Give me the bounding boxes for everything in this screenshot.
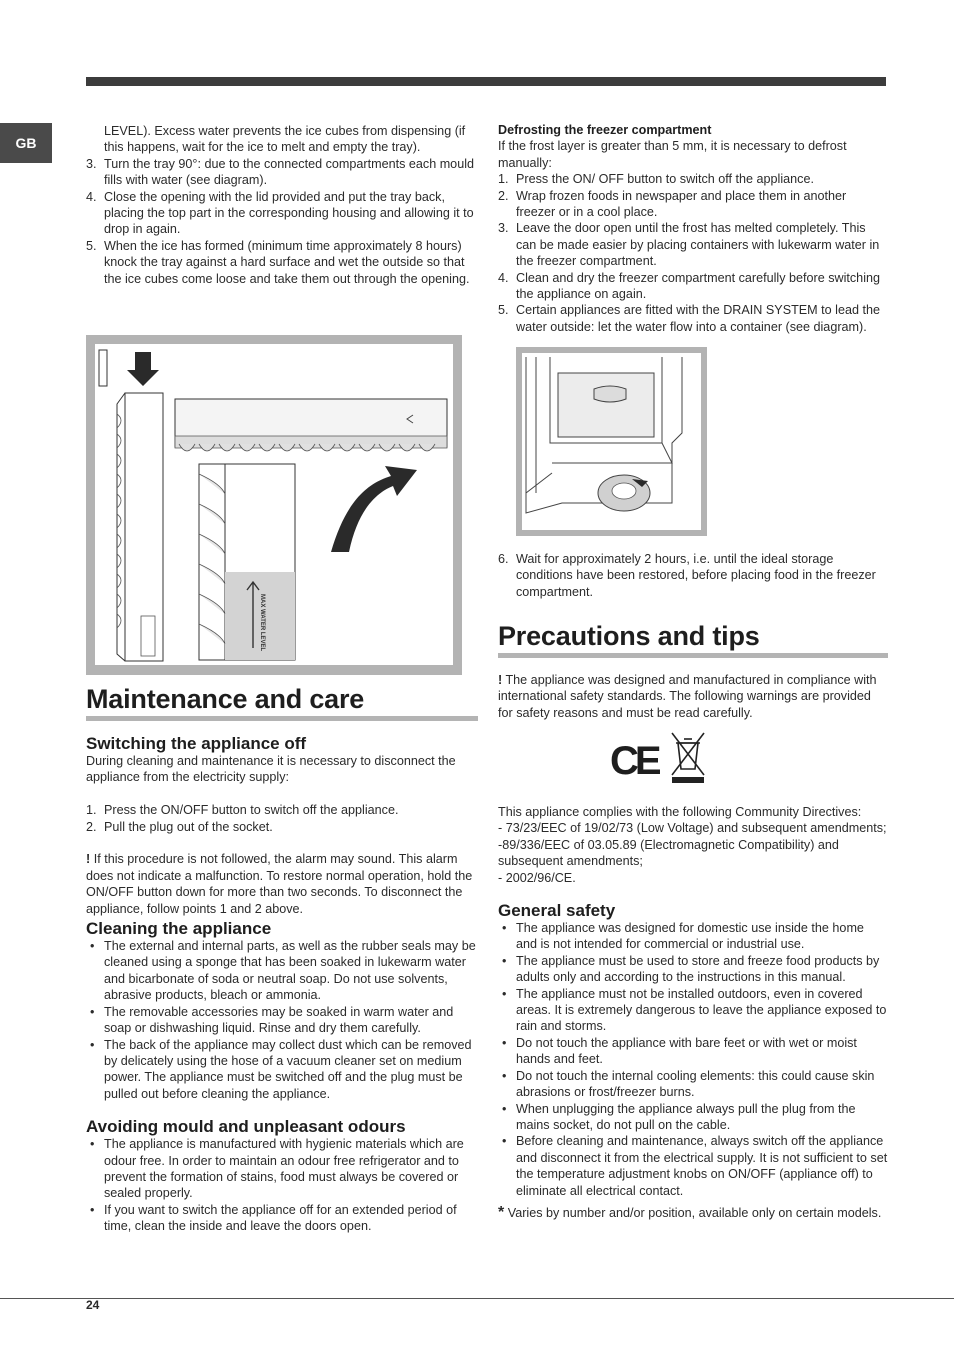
list-item: 1. Press the ON/OFF button to switch off the appliance. xyxy=(86,803,399,818)
directives-block xyxy=(498,804,888,1221)
list-item: • Do not touch the appliance with bare feet or with wet or moist hands and feet. xyxy=(516,1035,888,1068)
directive-line: This appliance complies with the following Community Directives: xyxy=(498,805,862,819)
defrost-intro: If the frost layer is greater than 5 mm, it is necessary to defrost manually: xyxy=(498,139,847,170)
directive-line: - 73/23/EEC of 19/02/73 (Low Voltage) and subsequent amendments; xyxy=(498,821,887,836)
list-item: 6. Wait for approximately 2 hours, i.e. until the ideal storage conditions have been restored, before placing food in the freezer compartment. xyxy=(498,552,876,599)
ce-mark: CE xyxy=(610,739,658,783)
header-bar xyxy=(86,77,886,86)
list-item: 4. Close the opening with the lid provided and put the tray back, placing the top part in the corresponding housing and allowing it to drop in again. xyxy=(86,189,474,237)
list-item: • The appliance was designed for domestic use inside the home and is not intended for commercial or industrial use. xyxy=(516,920,888,953)
switching-off-warning: ! If this procedure is not followed, the alarm may sound. This alarm does not indicate a malfunction. To restore normal operation, hold the ON/OFF button down for more than two seconds. To disconnect the appliance, follow points 1 and 2 above. xyxy=(86,852,473,916)
switching-off-heading: Switching the appliance off xyxy=(86,734,307,753)
list-item: 2. Pull the plug out of the socket. xyxy=(86,819,273,834)
list-item: 2. Wrap frozen foods in newspaper and place them in another freezer or in a cool place. xyxy=(498,188,847,220)
compliance-marks xyxy=(610,731,710,785)
weee-bin-icon xyxy=(668,731,708,785)
list-item: • If you want to switch the appliance off for an extended period of time, clean the inside and leave the doors open. xyxy=(104,1202,478,1235)
footnote: * Varies by number and/or position, available only on certain models. xyxy=(498,1203,882,1221)
maintenance-title: Maintenance and care xyxy=(86,683,478,721)
defrost-section xyxy=(498,122,888,335)
list-item: 5. When the ice has formed (minimum time approximately 8 hours) knock the tray against a hard surface and wet the outside so that the ice cubes come loose and take them out through the opening. xyxy=(86,238,470,286)
max-water-level-label: MAX WATER LEVEL xyxy=(259,594,265,652)
list-item: • The external and internal parts, as well as the rubber seals may be cleaned using a sponge that has been soaked in lukewarm water and bicarbonate of soda or neutral soap. Do not use solvents, abrasive products, bleach or ammonia. xyxy=(104,938,478,1004)
list-item: • The back of the appliance may collect dust which can be removed by delicately using the hose of a vacuum cleaner set on medium power. The appliance must be switched off and the plug must be pulled out before cleaning the appliance. xyxy=(104,1037,478,1103)
list-item: • The appliance must not be installed outdoors, even in covered areas. It is extremely dangerous to leave the appliance exposed to rain and storms. xyxy=(516,986,888,1035)
ice-tray-illustration xyxy=(95,344,453,665)
curved-arrow-icon xyxy=(331,466,417,552)
down-arrow-icon xyxy=(127,352,159,386)
drain-system-diagram xyxy=(516,347,707,536)
list-item: • The removable accessories may be soaked in warm water and soap or dishwashing liquid. Rinse and dry them carefully. xyxy=(104,1004,478,1037)
maintenance-section xyxy=(86,683,478,1235)
list-item: 3. Leave the door open until the frost has melted completely. This can be made easier by placing containers with lukewarm water in the freezer compartment. xyxy=(498,221,880,269)
list-item: • Before cleaning and maintenance, always switch off the appliance and disconnect it from the electrical supply. It is not sufficient to set the temperature adjustment knobs on ON/OFF (appliance off) to eliminate all electrical contact. xyxy=(516,1133,888,1199)
list-item: 3. Turn the tray 90°: due to the connected compartments each mould fills with water (see diagram). xyxy=(86,156,474,188)
list-item: • When unplugging the appliance always pull the plug from the mains socket, do not pull on the cable. xyxy=(516,1101,888,1134)
switching-off-intro: During cleaning and maintenance it is necessary to disconnect the appliance from the electricity supply: xyxy=(86,754,456,785)
precautions-section xyxy=(498,620,888,721)
ice-tray-diagram xyxy=(86,335,462,675)
list-item: 5. Certain appliances are fitted with the DRAIN SYSTEM to lead the water outside: let the water flow into a container (see diagram). xyxy=(498,303,880,334)
directive-line: -89/336/EEC of 03.05.89 (Electromagnetic Compatibility) and subsequent amendments; xyxy=(498,837,839,869)
precautions-title: Precautions and tips xyxy=(498,620,888,658)
defrost-heading: Defrosting the freezer compartment xyxy=(498,123,712,137)
list-item: 1. Press the ON/ OFF button to switch off the appliance. xyxy=(498,172,814,187)
general-safety-heading: General safety xyxy=(498,901,616,921)
drain-system-illustration xyxy=(522,353,701,530)
list-item: 4. Clean and dry the freezer compartment carefully before switching the appliance on again. xyxy=(498,270,880,302)
defrost-step6 xyxy=(498,551,888,600)
language-tab: GB xyxy=(0,123,52,163)
list-item: • The appliance is manufactured with hygienic materials which are odour free. In order to maintain an odour free refrigerator and to prevent the formation of stains, food must always be covered or sealed properly. xyxy=(104,1136,478,1202)
mould-heading: Avoiding mould and unpleasant odours xyxy=(86,1117,406,1137)
footer-rule xyxy=(0,1298,954,1299)
intro-fragment: LEVEL). Excess water prevents the ice cubes from dispensing (if this happens, wait for the ice to melt and empty the tray). xyxy=(104,124,466,155)
ice-tray-instructions xyxy=(86,123,478,287)
precautions-intro: ! The appliance was designed and manufactured in compliance with international safety standards. The following warnings are provided for safety reasons and must be read carefully. xyxy=(498,673,877,720)
list-item: • The appliance must be used to store and freeze food products by adults only and according to the instructions in this manual. xyxy=(516,953,888,986)
list-item: • Do not touch the internal cooling elements: this could cause skin abrasions or frost/freezer burns. xyxy=(516,1068,888,1101)
page-number: 24 xyxy=(86,1298,100,1312)
directive-line: - 2002/96/CE. xyxy=(498,870,576,885)
cleaning-heading: Cleaning the appliance xyxy=(86,919,272,939)
